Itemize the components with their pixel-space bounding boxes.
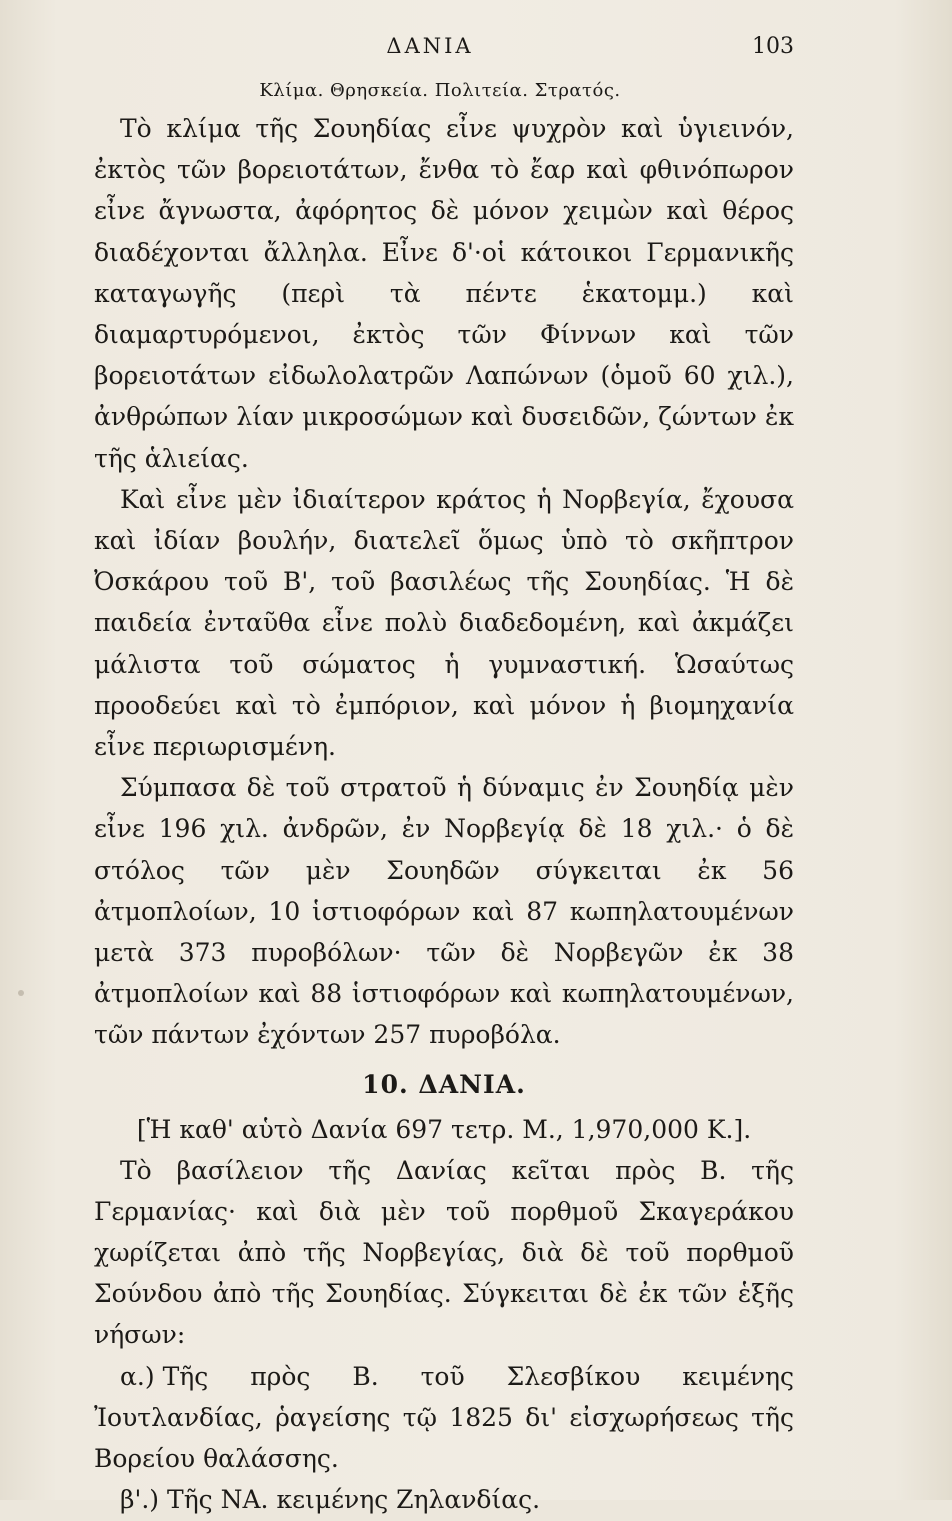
paragraph-norway: Καὶ εἶνε μὲν ἰδιαίτερον κράτος ἡ Νορβεγία, ἔχουσα καὶ ἰδίαν βουλήν, διατελεῖ ὅμως ὑπὸ τὸ σκῆπτρον Ὀσκάρου τοῦ Β', τοῦ βασιλέως τῆς Σουηδίας. Ἡ δὲ παιδεία ἐνταῦθα εἶνε πολὺ διαδεδομένη, καὶ ἀκμάζει μάλιστα τοῦ σώματος ἡ γυμναστική. Ὡσαύτως προοδεύει καὶ τὸ ἐμπόριον, καὶ μόνον ἡ βιομηχανία εἶνε περιωρισμένη. [94,484,794,762]
paragraph-army: Σύμπασα δὲ τοῦ στρατοῦ ἡ δύναμις ἐν Σουηδίᾳ μὲν εἶνε 196 χιλ. ἀνδρῶν, ἐν Νορβεγίᾳ δὲ 18 χιλ.· ὁ δὲ στόλος τῶν μὲν Σουηδῶν σύγκειται ἐκ 56 ἀτμοπλοίων, 10 ἱστιοφόρων καὶ 87 κωπηλατουμένων μετὰ 373 πυροβόλων· τῶν δὲ Νορβεγῶν ἐκ 38 ἀτμοπλοίων καὶ 88 ἱστιοφόρων καὶ κωπηλατουμένων, τῶν πάντων ἐχόντων 257 πυροβόλα. [94,773,794,1050]
running-title: ΔΑΝΙΑ [386,34,474,58]
list-item-text: Τῆς ΝΑ. κειμένης Ζηλανδίας. [167,1485,541,1515]
section-heading: 10. ΔΑΝΙΑ. [362,1069,526,1099]
paper-blemish [18,990,24,996]
page-header [0,34,952,64]
list-item [94,1356,794,1480]
list-item-label: α.) [120,1361,155,1391]
section-stats: [Ἡ καθ' αὑτὸ Δανία 697 τετρ. Μ., 1,970,000 Κ.]. [136,1114,752,1144]
list-item-label: β'.) [120,1485,160,1515]
page-number: 103 [752,34,794,59]
list-item-text: Τῆς πρὸς Β. τοῦ Σλεσβίκου κειμένης Ἰουτλανδίας, ῥαγείσης τῷ 1825 δι' εἰσχωρήσεως τῆς Βορείου θαλάσσης. [94,1361,794,1474]
body-text [94,108,794,1521]
marginal-summary: Κλίμα. Θρησκεία. Πολιτεία. Στρατός. [259,80,621,101]
paragraph-climate: Τὸ κλίμα τῆς Σουηδίας εἶνε ψυχρὸν καὶ ὑγιεινόν, ἐκτὸς τῶν βορειοτάτων, ἔνθα τὸ ἔαρ καὶ φθινόπωρον εἶνε ἄγνωστα, ἀφόρητος δὲ μόνον χειμὼν καὶ θέρος διαδέχονται ἄλληλα. Εἶνε δ'·οἱ κάτοικοι Γερμανικῆς καταγωγῆς (περὶ τὰ πέντε ἑκατομμ.) καὶ διαμαρτυρόμενοι, ἐκτὸς τῶν Φίννων καὶ τῶν βορειοτάτων εἰδωλολατρῶν Λαπώνων (ὁμοῦ 60 χιλ.), ἀνθρώπων λίαν μικροσώμων καὶ δυσειδῶν, ζώντων ἐκ τῆς ἁλιείας. [94,114,794,473]
paragraph-denmark: Τὸ βασίλειον τῆς Δανίας κεῖται πρὸς Β. τῆς Γερμανίας· καὶ διὰ μὲν τοῦ πορθμοῦ Σκαγεράκου χωρίζεται ἀπὸ τῆς Νορβεγίας, διὰ δὲ τοῦ πορθμοῦ Σούνδου ἀπὸ τῆς Σουηδίας. Σύγκειται δὲ ἐκ τῶν ἑξῆς νήσων: [94,1155,794,1350]
